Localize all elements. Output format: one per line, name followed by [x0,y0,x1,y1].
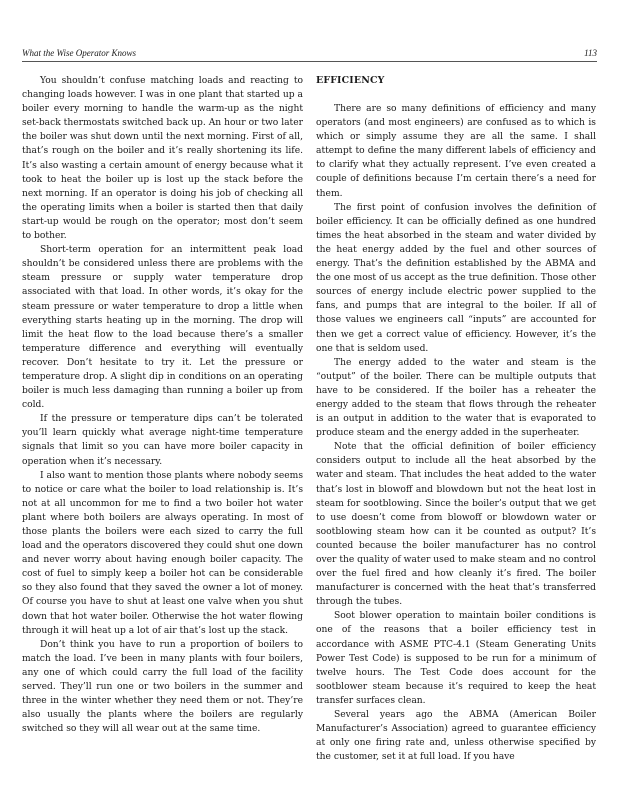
paragraph: You shouldn’t confuse matching loads and reacting to changing loads however. I was in one plant that started up a boiler every morning to handle the warm-up as the night set-back thermostats switched back up. An hour or two later the boiler was shut down until the next morning. First of all, that’s rough on the boiler and it’s really shortening its life. It’s also wasting a certain amount of energy because what it took to heat the boiler up is lost up the stack before the next morning. If an operator is doing his job of checking all the operating limits when a boiler is started then that daily start-up would be rough on the operator; most don’t seem to bother. [22,76,303,242]
paragraph: The first point of confusion involves the definition of boiler efficiency. It can be officially defined as one hundred times the heat absorbed in the steam and water divided by the heat energy added by the fuel and other sources of energy. That’s the definition established by the ABMA and the one most of us accept as the true definition. Those other sources of energy include electric power supplied to the fans, and pumps that are integral to the boiler. If all of those values we engineers call “inputs” are accounted for then we get a correct value of efficiency. However, it’s the one that is seldom used. [316,202,596,354]
paragraph: There are so many definitions of efficiency and many operators (and most engineers) are confused as to which is which or simply assume they are all the same. I shall attempt to define the many different labels of efficiency and to clarify what they actually represent. I’ve even created a couple of definitions because I’m certain there’s a need for them. [316,104,596,199]
paragraph: If the pressure or temperature dips can’t be tolerated you’ll learn quickly what average night-time temperature signals that limit so you can have more boiler capacity in operation when it’s necessary. [22,414,303,467]
left-column [22,74,303,736]
paragraph: Soot blower operation to maintain boiler conditions is one of the reasons that a boiler efficiency test in accordance with ASME PTC-4.1 (Steam Generating Units Power Test Code) is supposed to be run for a minimum of twelve hours. The Test Code does account for the sootblower steam because it’s required to keep the heat transfer surfaces clean. [316,611,596,706]
header-rule [22,61,597,62]
paragraph: Several years ago the ABMA (American Boiler Manufacturer’s Association) agreed to guarantee efficiency at only one firing rate and, unless otherwise specified by the customer, set it at full load. If you have [316,710,596,763]
right-column [316,74,596,764]
paragraph: Note that the official definition of boiler efficiency considers output to include all the heat absorbed by the water and steam. That includes the heat added to the water that’s lost in blowoff and blowdown but not the heat lost in steam for sootblowing. Since the boiler’s output that we get to use doesn’t come from blowoff or blowdown water or sootblowing steam how can it be counted as output? It’s counted because the boiler manufacturer has no control over the quality of water used to make steam and no control over the fuel fired and how cleanly it’s fired. The boiler manufacturer is concerned with the heat that’s transferred through the tubes. [316,442,596,608]
paragraph: I also want to mention those plants where nobody seems to notice or care what the boiler to load relationship is. It’s not at all uncommon for me to find a two boiler hot water plant where both boilers are always operating. In most of those plants the boilers were each sized to carry the full load and the operators discovered they could shut one down and never worry about having enough boiler capacity. The cost of fuel to simply keep a boiler hot can be considerable so they also found that they saved the owner a lot of money. Of course you have to shut at least one valve when you shut down that hot water boiler. Otherwise the hot water flowing through it will heat up a lot of air that’s lost up the stack. [22,470,304,636]
running-title: What the Wise Operator Knows [22,48,136,58]
paragraph: Don’t think you have to run a proportion of boilers to match the load. I’ve been in many plants with four boilers, any one of which could carry the full load of the facility served. They’ll run one or two boilers in the summer and three in the winter whether they need them or not. They’re also usually the plants where the boilers are regularly switched so they will all wear out at the same time. [22,639,303,735]
page-number: 113 [584,48,597,58]
running-header [22,48,597,62]
paragraph: Short-term operation for an intermittent peak load shouldn’t be considered unless there are problems with the steam pressure or supply water temperature drop associated with that load. In other words, it’s okay for the steam pressure or water temperature to drop a little when everything starts heating up in the morning. The drop will limit the heat flow to the load because there’s a smaller temperature difference and everything will eventually recover. Don’t hesitate to try it. Let the pressure or temperature drop. A slight dip in conditions on an operating boiler is much less damaging than running a boiler up from cold. [22,245,303,411]
section-heading: EFFICIENCY [316,75,385,86]
paragraph: The energy added to the water and steam is the “output” of the boiler. There can be multiple outputs that have to be considered. If the boiler has a reheater the energy added to the steam that flows through the reheater is an output in addition to the water that is evaporated to produce steam and the energy added in the superheater. [316,357,596,439]
